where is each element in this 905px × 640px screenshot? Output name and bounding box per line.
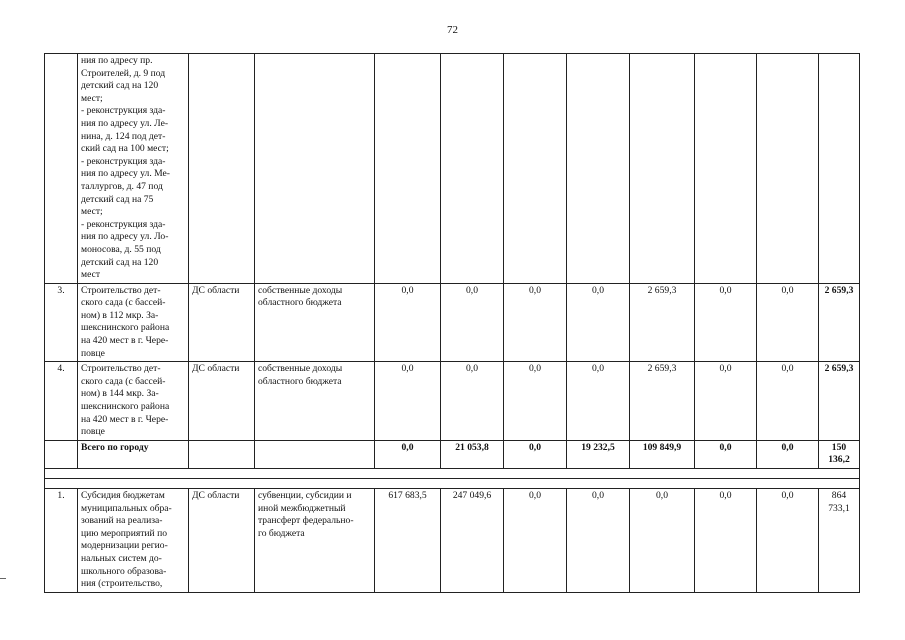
value-6: 0,0: [695, 362, 757, 441]
table-row-city-total: [45, 440, 860, 468]
row-total: 2 659,3: [819, 362, 860, 441]
value-1: 617 683,5: [375, 489, 441, 593]
measure-name: Субсидия бюджетам муниципальных обра- зований на реализа- цию мероприятий по модернизации регио- нальных систем до- школьного образова- ния (строительство,: [81, 490, 172, 590]
measure-name: Строительство дет- ского сада (с бассей- ном) в 112 мкр. За- шекснинского района на 420 мест в г. Чере- повце: [81, 284, 170, 359]
measure-name-cell: [78, 54, 189, 284]
table-row-4: [45, 362, 860, 441]
value-4: 0,0: [567, 283, 630, 362]
value-cell: [504, 54, 567, 284]
total-cell: [819, 54, 860, 284]
value-6: 0,0: [695, 489, 757, 593]
value-cell: [630, 54, 695, 284]
value-5: 2 659,3: [630, 362, 695, 441]
value-3: 0,0: [504, 362, 567, 441]
value-3: 0,0: [504, 283, 567, 362]
funding-source-cell: [255, 283, 375, 362]
value-1: 0,0: [375, 362, 441, 441]
value-cell: [441, 54, 504, 284]
value-5: 2 659,3: [630, 283, 695, 362]
table-row-3: [45, 283, 860, 362]
owner: ДС области: [189, 489, 255, 593]
value-7: 0,0: [757, 362, 819, 441]
table-row-subsidy: [45, 489, 860, 593]
budget-table: [44, 53, 860, 593]
row-index: 1.: [45, 489, 78, 593]
value-2: 0,0: [441, 362, 504, 441]
row-index-cell: [45, 54, 78, 284]
funding-source-cell: [255, 489, 375, 593]
spacer-cell: [45, 469, 860, 479]
measure-name-cell: [78, 362, 189, 441]
funding-source-cell: [255, 440, 375, 468]
value-5: 109 849,9: [630, 440, 695, 468]
row-index: 3.: [45, 283, 78, 362]
page-number: 72: [447, 24, 458, 36]
value-2: 247 049,6: [441, 489, 504, 593]
measure-name-cell: [78, 489, 189, 593]
value-7: 0,0: [757, 283, 819, 362]
row-index: 4.: [45, 362, 78, 441]
value-4: 19 232,5: [567, 440, 630, 468]
value-7: 0,0: [757, 440, 819, 468]
funding-source-cell: [255, 362, 375, 441]
owner-cell: [189, 54, 255, 284]
scan-mark: [0, 578, 6, 579]
value-6: 0,0: [695, 440, 757, 468]
value-3: 0,0: [504, 440, 567, 468]
value-cell: [375, 54, 441, 284]
value-6: 0,0: [695, 283, 757, 362]
value-2: 21 053,8: [441, 440, 504, 468]
owner-cell: [189, 440, 255, 468]
row-total: 864 733,1: [819, 489, 860, 593]
value-4: 0,0: [567, 489, 630, 593]
value-4: 0,0: [567, 362, 630, 441]
value-2: 0,0: [441, 283, 504, 362]
spacer-row: [45, 479, 860, 489]
value-cell: [695, 54, 757, 284]
value-3: 0,0: [504, 489, 567, 593]
value-5: 0,0: [630, 489, 695, 593]
funding-source: собственные доходы областного бюджета: [258, 284, 343, 309]
measure-name-cell: [78, 283, 189, 362]
value-1: 0,0: [375, 440, 441, 468]
row-total: 2 659,3: [819, 283, 860, 362]
owner: ДС области: [189, 362, 255, 441]
owner: ДС области: [189, 283, 255, 362]
measure-name: Строительство дет- ского сада (с бассей- ном) в 144 мкр. За- шекснинского района на 420 мест в г. Чере- повце: [81, 363, 170, 438]
funding-source-cell: [255, 54, 375, 284]
row-index-cell: [45, 440, 78, 468]
value-1: 0,0: [375, 283, 441, 362]
spacer-cell: [45, 479, 860, 489]
value-cell: [757, 54, 819, 284]
measure-name: ния по адресу пр. Строителей, д. 9 под детский сад на 120 мест; - реконструкция зда- ния по адресу ул. Ле- нина, д. 124 под дет- ский сад на 100 мест; - реконструкция зда- ния по адресу ул. Ме- таллургов, д. 47 под детский сад на 75 мест; - реконструкция зда- ния по адресу ул. Ло- моносова, д. 55 под детский сад на 120 мест: [81, 55, 170, 281]
table-row-continuation: [45, 54, 860, 284]
row-total: 150 136,2: [819, 440, 860, 468]
city-total-label: Всего по городу: [78, 440, 189, 468]
funding-source: субвенции, субсидии и иной межбюджетный трансферт федерально- го бюджета: [258, 490, 354, 539]
value-cell: [567, 54, 630, 284]
funding-source: собственные доходы областного бюджета: [258, 363, 343, 387]
spacer-row: [45, 469, 860, 479]
value-7: 0,0: [757, 489, 819, 593]
